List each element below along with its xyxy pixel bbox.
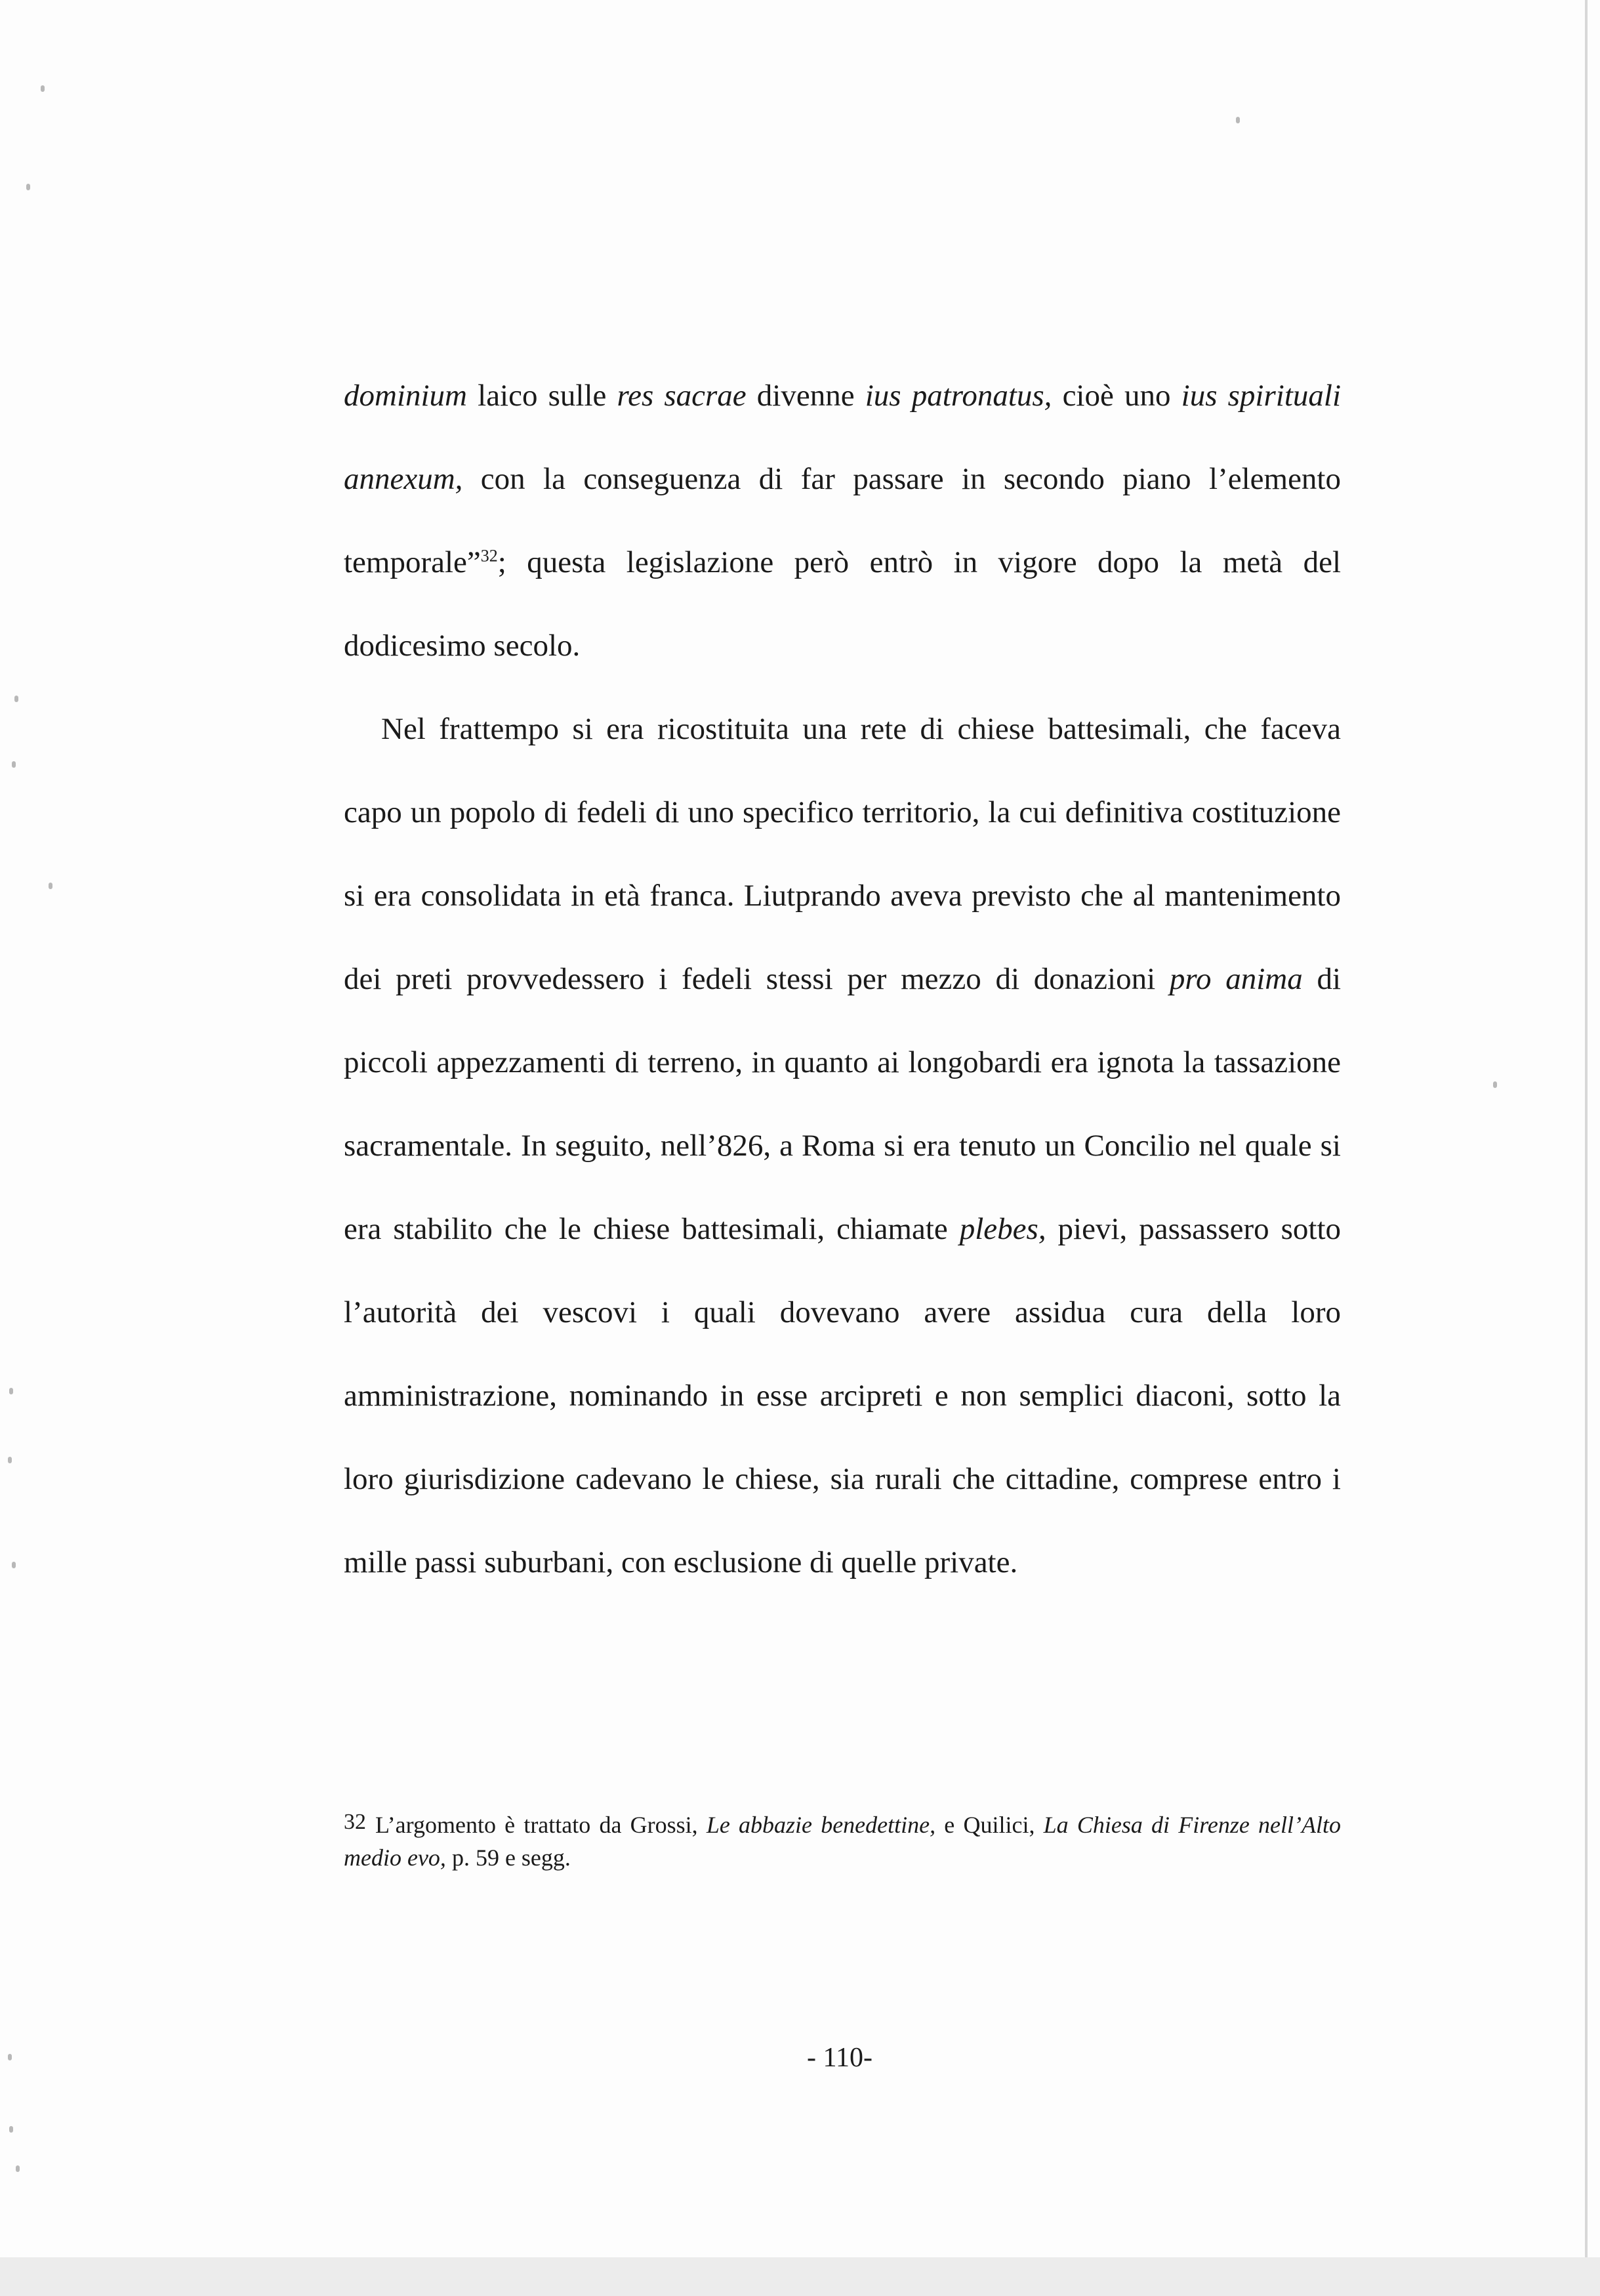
text-span: e Quilici, [935,1812,1044,1838]
scan-speck [12,761,16,768]
text-span: La Chiesa di Firenze nell’Alto medio evo, [344,1812,1342,1871]
text-span: p. 59 e segg. [445,1845,571,1871]
footnote [344,1806,1341,1874]
page-edge-bottom [0,2257,1600,2296]
scan-speck [1236,117,1240,123]
scan-speck [26,184,30,190]
scan-speck [1493,1081,1497,1088]
text-span: cioè uno [1052,379,1181,413]
scan-speck [12,1562,16,1568]
scan-speck [14,696,18,702]
scan-speck [9,1388,13,1394]
text-span: con la conseguenza di far passare in secondo piano l’elemento temporale” [344,462,1341,579]
text-span: laico sulle [467,379,617,413]
scan-speck [9,2126,13,2133]
text-span: res sacrae [617,379,747,413]
text-span: Nel frattempo si era ricostituita una rete di chiese battesimali, che faceva capo un popolo di fedeli di uno specifico territorio, la cui definitiva costituzione si era consolidata in età franca. Liutprando aveva previsto che al mantenimento dei preti provvedessero i fedeli stessi per mezzo di donazioni [344,712,1341,996]
text-span: plebes, [959,1212,1046,1246]
text-span: pievi, passassero sotto l’autorità dei vescovi i quali dovevano avere assidua cura della loro amministrazione, nominando in esse arcipreti e non semplici diaconi, sotto la loro giurisdizione cadevano le chiese, sia rurali che cittadine, comprese entro i mille passi suburbani, con esclusione di quelle private. [344,1212,1342,1579]
paragraph-2 [344,688,1341,1604]
scan-speck [8,1457,12,1463]
text-span: pro anima [1169,962,1303,996]
footnote-number: 32 [344,1810,366,1834]
scan-speck [8,2054,12,2060]
footnote-reference: 32 [480,546,498,566]
paragraph-1 [344,354,1341,688]
text-span: ius patronatus, [865,379,1052,413]
scan-speck [49,883,52,889]
text-span: di piccoli appezzamenti di terreno, in quanto ai longobardi era ignota la tassazione sacramentale. In seguito, nell’826, a Roma si era tenuto un Concilio nel quale si era stabilito che le chiese battesimali, chiamate [344,962,1342,1246]
text-span: Le abbazie benedettine, [706,1812,936,1838]
main-text [344,354,1341,1604]
page-edge-right [1585,0,1588,2257]
text-span: divenne [746,379,865,413]
text-span: L’argomento è trattato da Grossi, [375,1812,707,1838]
text-span: dominium [344,379,467,413]
text-span: ; questa legislazione però entrò in vigore dopo la metà del dodicesimo secolo. [344,545,1341,663]
scan-speck [41,85,45,92]
page-number: - 110- [807,2043,872,2073]
text-span: ius spirituali annexum, [344,379,1341,496]
scan-speck [16,2165,20,2172]
